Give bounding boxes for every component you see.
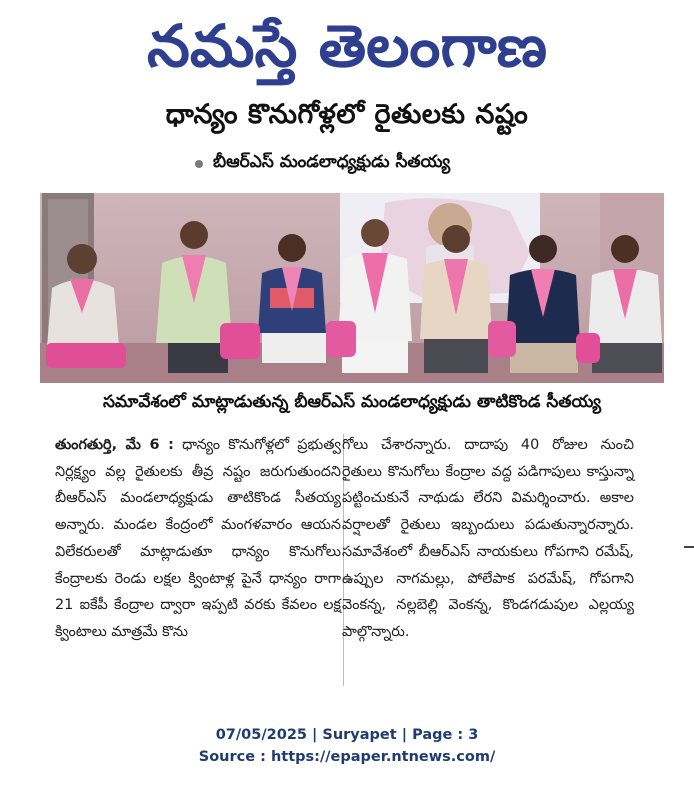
article-dateline: తుంగతుర్తి, మే 6 : — [55, 437, 174, 453]
group-photo-image — [40, 193, 664, 383]
article-column-right — [342, 432, 634, 646]
masthead-title: నమస్తే తెలంగాణ — [147, 12, 527, 80]
footer-date-line: 07/05/2025 | Suryapet | Page : 3 — [215, 727, 479, 743]
page-edge-mark — [684, 546, 694, 548]
article-subhead-text: బీఆర్ఎస్ మండలాధ్యక్షుడు సీతయ్య — [213, 152, 451, 172]
article-photo — [40, 193, 664, 383]
masthead-logo — [0, 0, 694, 92]
article-body-right: గోలు చేశారన్నారు. దాదాపు 40 రోజుల నుంచి రైతులు కొనుగోలు కేంద్రాల వద్ద పడిగాపులు కాస్తున్నా పట్టించుకునే నాథుడు లేరని విమర్శించారు. అకాల వర్షాలతో రైతులు ఇబ్బందులు పడుతున్నారన్నారు. సమావేశంలో బీఆర్ఎస్ నాయకులు గోపగాని రమేష్, ఉప్పుల నాగమల్లు, పోలేపాక పరమేష్, గోపగాని వెంకన్న, నల్లబెల్లి వెంకన్న, కొండగడుపుల ఎల్లయ్య పాల్గొన్నారు. — [342, 437, 634, 640]
photo-caption: సమావేశంలో మాట్లాడుతున్న బీఆర్ఎస్ మండలాధ్యక్షుడు తాటికొండ సీతయ్య — [103, 392, 601, 412]
bullet-icon — [195, 160, 203, 168]
article-body-left: ధాన్యం కొనుగోళ్లలో ప్రభుత్వ నిర్లక్ష్యం వల్ల రైతులకు తీవ్ర నష్టం జరుగుతుందని బీఆర్ఎస్ మండలాధ్యక్షుడు తాటికొండ సీతయ్య అన్నారు. మండల కేంద్రంలో మంగళవారం ఆయన విలేకరులతో మాట్లాడుతూ ధాన్యం కొనుగోలు కేంద్రాలకు రెండు లక్షల క్వింటాళ్ల పైనే ధాన్యం రాగా 21 ఐకేపీ కేంద్రాల ద్వారా ఇప్పటి వరకు కేవలం లక్ష క్వింటాలు మాత్రమే కొను — [55, 437, 342, 640]
article-subhead — [195, 150, 450, 178]
footer-source-line: Source : https://epaper.ntnews.com/ — [198, 749, 496, 765]
masthead — [0, 0, 694, 92]
article-headline: ధాన్యం కొనుగోళ్లలో రైతులకు నష్టం — [165, 99, 529, 130]
article-column-left — [55, 432, 341, 646]
